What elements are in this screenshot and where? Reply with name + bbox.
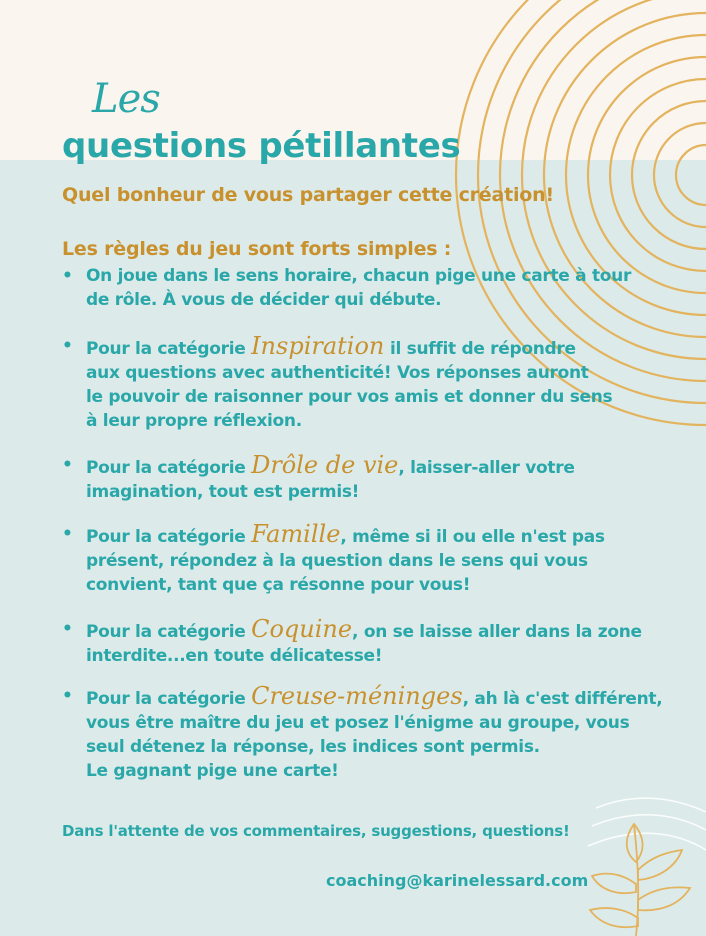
rule-prefix: Pour la catégorie [86,689,252,709]
rule-suffix: , laisser-aller votre [398,458,575,478]
rule-prefix: Pour la catégorie [86,458,252,478]
category-drole-de-vie: Drôle de vie [251,451,399,479]
rule-suffix: , même si il ou elle n'est pas [340,527,605,547]
rule-line: interdite...en toute délicatesse! [86,646,383,666]
rule-prefix: Pour la catégorie [86,527,252,547]
rule-item-drole-de-vie [86,453,646,504]
rule-line: convient, tant que ça résonne pour vous! [86,575,471,595]
rule-item-inspiration [86,334,646,433]
rule-line: imagination, tout est permis! [86,482,360,502]
rule-line: vous être maître du jeu et posez l'énigme au groupe, vous [86,713,630,733]
rule-item-creuse-meninges [86,682,663,783]
page-title: questions pétillantes [62,126,461,166]
rule-suffix: , ah là c'est différent, [462,689,663,709]
rule-first-line [86,617,646,644]
intro-text: Quel bonheur de vous partager cette création! [62,184,554,206]
rule-item-famille [86,522,646,597]
rule-line: • On joue dans le sens horaire, chacun pige une carte à tour [86,266,632,286]
rule-line: seul détenez la réponse, les indices sont permis. [86,737,540,757]
rule-first-line [86,682,663,711]
category-inspiration: Inspiration [251,332,385,360]
rule-line: à leur propre réflexion. [86,411,302,431]
rule-line: le pouvoir de raisonner pour vos amis et donner du sens [86,387,613,407]
rule-item [86,264,646,312]
category-coquine: Coquine [251,615,353,643]
rule-suffix: il suffit de répondre [384,339,576,359]
rule-line: de rôle. À vous de décider qui débute. [86,290,442,310]
rule-first-line [86,334,646,361]
rule-first-line [86,522,646,549]
closing-text: Dans l'attente de vos commentaires, suggestions, questions! [62,822,570,840]
rule-line: Le gagnant pige une carte! [86,761,339,781]
rule-line: aux questions avec authenticité! Vos réponses auront [86,363,589,383]
category-creuse-meninges: Creuse-méninges [251,682,463,710]
rule-prefix: Pour la catégorie [86,339,252,359]
category-famille: Famille [251,520,341,548]
title-les: Les [92,76,160,122]
rule-item-coquine [86,617,646,668]
rule-prefix: Pour la catégorie [86,622,252,642]
contact-email[interactable]: coaching@karinelessard.com [326,871,589,890]
rules-heading: Les règles du jeu sont forts simples : [62,238,452,260]
rule-first-line [86,453,646,480]
rule-suffix: , on se laisse aller dans la zone [352,622,642,642]
rule-line: présent, répondez à la question dans le sens qui vous [86,551,588,571]
